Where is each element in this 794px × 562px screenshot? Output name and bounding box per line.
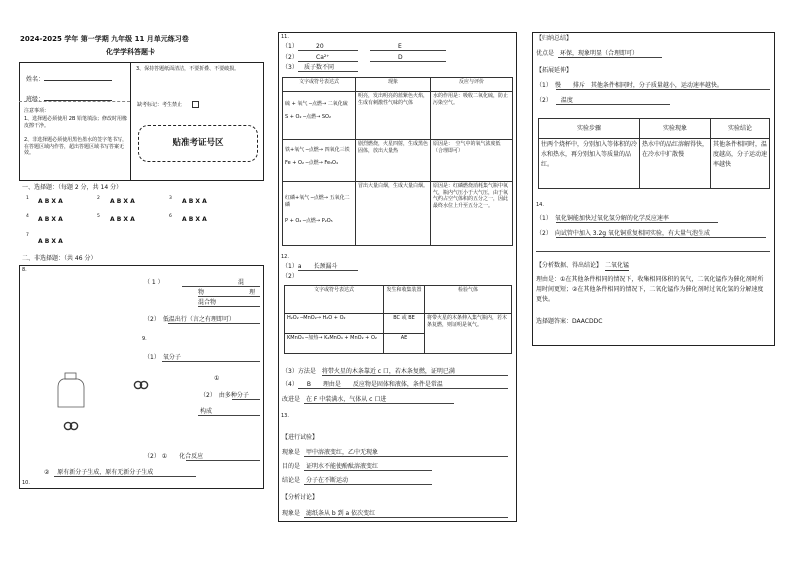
barcode-label: 贴准考证号区: [172, 137, 224, 148]
q9-1-answer: （1） 氧分子: [144, 354, 181, 361]
table-header: 实验结论: [711, 119, 770, 139]
table-header: 文字或符号表达式: [285, 286, 384, 314]
table-header: 发生和收集装置: [384, 286, 425, 314]
table-cell: 明亮，发出明亮的蓝紫色火焰，生成有刺激性气味的气体: [356, 92, 431, 140]
table-header: 实验现象: [640, 119, 711, 139]
table-cell: 剧烈燃烧，火星四射，生成黑色固体，放出大量热: [356, 140, 431, 182]
analysis-title: 【分析数据、得出结论】 二氧化锰: [536, 262, 630, 269]
reaction-table: [282, 77, 513, 246]
ana-answer-1: 现象是 滤纸条从 b 到 a 依次变红: [282, 510, 376, 517]
table-header: 实验步骤: [539, 119, 640, 139]
ana-title: 【分析讨论】: [282, 494, 319, 501]
sum-title: 【归纳总结】: [536, 35, 573, 42]
q6-options[interactable]: A B X A: [182, 216, 207, 223]
table-header: 文字或符号表达式: [283, 78, 356, 92]
q9-3-answer: （2） ① 化合反应: [144, 453, 204, 460]
table-cell: 硫 + 氧气 ─点燃→ 二氧化硫: [285, 101, 348, 107]
notes-title: 注意事项：: [24, 108, 50, 114]
table-cell: 原因是： 空气中的氧气浓度低 （合理即可）: [431, 140, 513, 182]
table-header: 反应与评价: [431, 78, 513, 92]
absent-mark[interactable]: 缺考标记：考生禁止: [137, 101, 199, 109]
table-cell: H₂O₂ ─MnO₂→ H₂O + O₂: [285, 314, 384, 334]
reason-answer: ①在其他条件相同的情况下，收集相同体积的氧气，二氧化锰作为催化剂时所用时间更短；②在其他条件相同的情况下，二氧化锰作为催化剂时过氧化氢的分解速度更快。: [536, 276, 764, 303]
note-2: 2、非选择题必须使用黑色墨水的签字笔书写，在答题区域内作答，超出答题区域书写答案无效。: [24, 137, 128, 156]
note-3: 3、保持答题纸面清洁，不要折叠、不要破损。: [136, 66, 240, 72]
exam-title: 2024-2025 学年 第一学期 九年级 11 月单元练习卷: [20, 35, 189, 43]
q2-options[interactable]: A B X A: [110, 198, 135, 205]
table-cell: 铁+氧气 ─点燃→ 四氧化三铁: [285, 147, 350, 153]
q7-options[interactable]: A B X A: [38, 238, 63, 245]
molecule-icon: [133, 380, 149, 390]
q9-4-answer: ② 原有新分子生成，原有无新分子生成: [44, 469, 154, 476]
bottle-icon: [56, 372, 86, 408]
sheet-title: 化学学科答题卡: [106, 48, 155, 56]
exp-answer-3: 结论是 分子在不断运动: [282, 477, 349, 484]
gas-table: [284, 285, 512, 354]
q12-1-answer: （1）a 长颈漏斗: [282, 263, 338, 270]
table-cell: 将带火星的木条伸入集气瓶内，若木条复燃，则证明是氧气。: [425, 314, 512, 354]
q14-2-answer: （2） 向试管中加入 3.2g 氧化铜重复相同实验，有大量气泡生成: [536, 230, 710, 237]
q4-options[interactable]: A B X A: [38, 216, 63, 223]
table-cell: P + O₂ ─点燃→ P₂O₅: [285, 218, 333, 224]
table-cell: 原因是：红磷燃烧消耗集气瓶中氧气，瓶内气压小于大气压，由于氧气约占空气体积的五分之一，因此最终水位上升至五分之一。: [431, 182, 513, 246]
table-cell: 其他条件相同时，温度越高，分子运动速率越快: [711, 139, 770, 189]
table-cell: AE: [384, 334, 425, 354]
section1-title: 一、选择题：（每题 2 分，共 14 分）: [22, 184, 123, 191]
table-cell: 热水中的品红溶解得快，在冷水中扩散慢: [640, 139, 711, 189]
reason-text: 理由是：①在其他条件相同的情况下，收集相同体积的氧气，二氧化锰作为催化剂时所用时间更短；②在其他条件相同的情况下，二氧化锰作为催化剂时过氧化氢的分解速度更快。: [536, 276, 764, 303]
table-cell: 水的作用是：吸收二氧化硫，防止污染空气。: [431, 92, 513, 140]
q12-5-answer: 改进是 在 F 中装满水，气体从 c 口进: [282, 396, 387, 403]
ext-answer-2: （2） 温度: [536, 97, 573, 104]
choice-answers: 选择题答案：DAACDDC: [536, 318, 603, 325]
q14-1-answer: （1） 氧化铜能加快过氧化氢分解的化学反应速率: [536, 215, 669, 222]
class-label: 班级：: [26, 96, 112, 104]
name-field[interactable]: [44, 80, 112, 81]
table-cell: S + O₂ ─点燃→ SO₂: [285, 113, 331, 120]
table-header: 现象: [356, 78, 431, 92]
table-cell: BC 或 BE: [384, 314, 425, 334]
molecule-icon-2: [63, 421, 79, 431]
sum-answer: 优点是 环保，现象明显（合理即可）: [536, 50, 639, 57]
barcode-area: [138, 125, 258, 162]
q1-options[interactable]: A B X A: [38, 198, 63, 205]
q9-2-answer: （2） 由多种分子: [200, 392, 249, 399]
table-header: 检验气体: [425, 286, 512, 314]
table-cell: 往两个烧杯中，分别加入等体积的冷水和热水，再分别加入等质量的品红。: [539, 139, 640, 189]
note-1: 1、选择题必须使用 2B 铅笔填涂；修改时用橡皮擦干净。: [24, 116, 127, 129]
section2-title: 二、非选择题：（共 46 分）: [22, 255, 97, 262]
q5-options[interactable]: A B X A: [110, 216, 135, 223]
q8-2-answer: （2） 低温出行（言之有理即可）: [144, 316, 235, 323]
q12-3-answer: （3）方法是 将带火星的木条靠近 c 口，若木条复燃，证明已满: [282, 368, 455, 375]
experiment-table: [538, 118, 770, 189]
table-cell: KMnO₄ ─加热→ K₂MnO₄ + MnO₂ + O₂: [285, 334, 384, 354]
name-label: 姓名：: [26, 76, 112, 84]
table-cell: Fe + O₂ ─点燃→ Fe₃O₄: [285, 159, 338, 166]
ext-answer-1: （1） 慢 排斥 其他条件相同时，分子质量越小，运动速率越快。: [536, 82, 723, 89]
exp-title: 【进行试验】: [282, 434, 319, 441]
table-cell: 冒出大量白烟，生成大量白烟。: [356, 182, 431, 246]
q12-4-answer: （4） B 理由是 反应物是固体和液体，条件是常温: [282, 381, 443, 388]
q3-options[interactable]: A B X A: [182, 198, 207, 205]
expand-title: 【拓展延伸】: [536, 67, 573, 74]
table-cell: 红磷+氧气 ─点燃→ 五氧化二磷: [285, 195, 350, 208]
analysis-answer: 二氧化锰: [605, 262, 630, 269]
exp-answer-1: 现象是 甲中溶液变红，乙中无现象: [282, 449, 379, 456]
exp-answer-2: 目的是 证明水不能使酚酞溶液变红: [282, 463, 379, 470]
